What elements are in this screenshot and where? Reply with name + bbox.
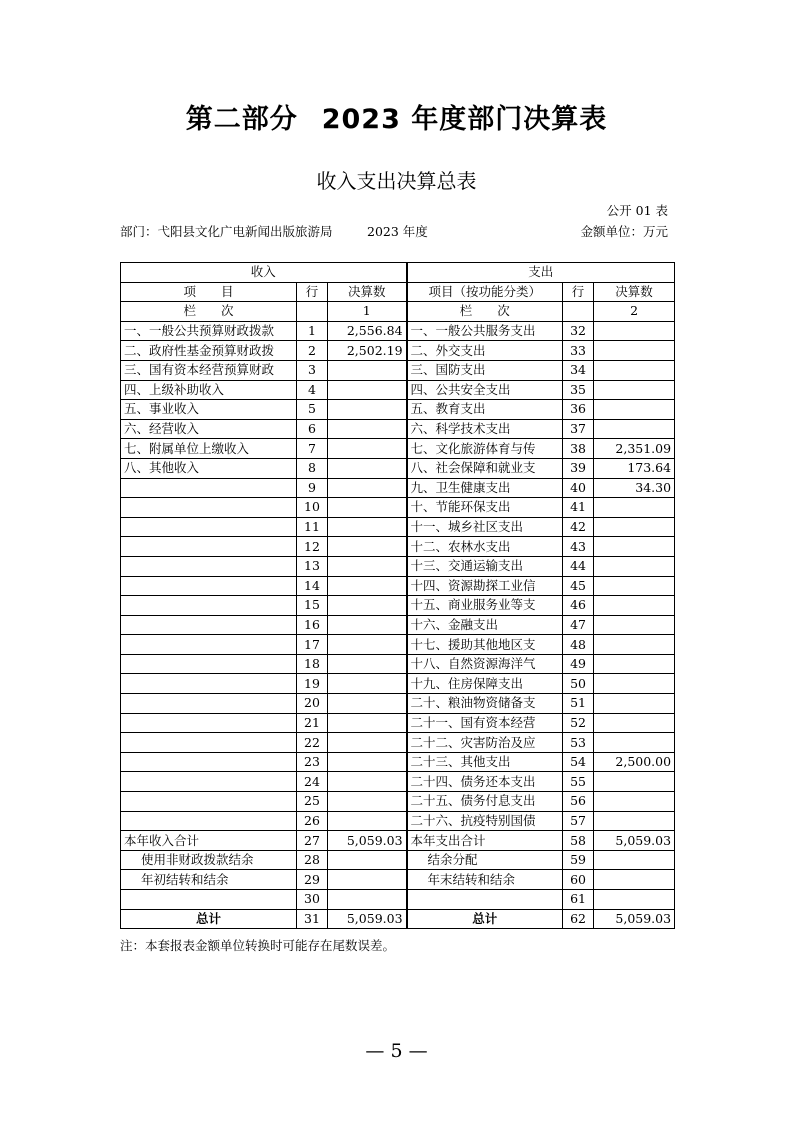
income-item: [121, 478, 297, 498]
expense-amount: [594, 419, 675, 439]
income-amount: [328, 890, 407, 910]
expense-amount: 2,351.09: [594, 439, 675, 459]
income-row-no: 25: [297, 792, 328, 812]
table-row: [121, 556, 675, 576]
income-amount: [328, 635, 407, 655]
year-label: 2023 年度: [367, 224, 428, 239]
expense-amount: [594, 341, 675, 361]
expense-item: 十五、商业服务业等支: [407, 596, 563, 616]
table-row: [121, 811, 675, 831]
income-item: 五、事业收入: [121, 400, 297, 420]
table-column-header: [121, 282, 675, 302]
income-header: 收入: [121, 263, 407, 283]
income-item: [121, 576, 297, 596]
expense-amount: [594, 380, 675, 400]
expense-item: 总计: [407, 909, 563, 929]
title-main: 2023 年度部门决算表: [321, 104, 608, 135]
table-row: [121, 400, 675, 420]
expense-row-no: 43: [563, 537, 594, 557]
income-amount: [328, 419, 407, 439]
expense-amount: [594, 850, 675, 870]
expense-item: 十四、资源勘探工业信: [407, 576, 563, 596]
income-amount: [328, 713, 407, 733]
col-amount2: 决算数: [594, 282, 675, 302]
expense-amount: [594, 321, 675, 341]
income-row-no: 23: [297, 752, 328, 772]
footnote: 注：本套报表金额单位转换时可能存在尾数误差。: [120, 938, 396, 953]
expense-row-no: 34: [563, 360, 594, 380]
expense-row-no: 57: [563, 811, 594, 831]
expense-amount: [594, 733, 675, 753]
income-item: 年初结转和结余: [121, 870, 297, 890]
income-amount: [328, 772, 407, 792]
table-row: [121, 772, 675, 792]
expense-amount: [594, 576, 675, 596]
expense-row-no: 59: [563, 850, 594, 870]
expense-item: 十七、援助其他地区支: [407, 635, 563, 655]
expense-amount: [594, 694, 675, 714]
income-amount: [328, 458, 407, 478]
expense-item: 一、一般公共服务支出: [407, 321, 563, 341]
expense-row-no: 50: [563, 674, 594, 694]
expense-row-no: 53: [563, 733, 594, 753]
income-amount: [328, 615, 407, 635]
income-row-no: 22: [297, 733, 328, 753]
income-item: [121, 556, 297, 576]
income-amount: [328, 733, 407, 753]
expense-row-no: 52: [563, 713, 594, 733]
table-row: [121, 831, 675, 851]
table-row: [121, 674, 675, 694]
expense-row-no: 32: [563, 321, 594, 341]
table-row: [121, 694, 675, 714]
expense-row-no: 38: [563, 439, 594, 459]
income-item: [121, 733, 297, 753]
expense-header: 支出: [407, 263, 675, 283]
income-amount: [328, 537, 407, 557]
expense-row-no: 51: [563, 694, 594, 714]
income-row-no: 4: [297, 380, 328, 400]
income-item: 使用非财政拨款结余: [121, 850, 297, 870]
table-row: [121, 596, 675, 616]
expense-item: 二十四、债务还本支出: [407, 772, 563, 792]
table-row: [121, 380, 675, 400]
income-item: 二、政府性基金预算财政拨: [121, 341, 297, 361]
expense-amount: [594, 615, 675, 635]
expense-item: 十一、城乡社区支出: [407, 517, 563, 537]
table-row: [121, 615, 675, 635]
income-row-no: 20: [297, 694, 328, 714]
income-amount: [328, 654, 407, 674]
col-item-func: 项目（按功能分类）: [407, 282, 563, 302]
expense-row-no: 54: [563, 752, 594, 772]
expense-amount: [594, 498, 675, 518]
expense-row-no: 62: [563, 909, 594, 929]
income-row-no: 21: [297, 713, 328, 733]
income-item: [121, 635, 297, 655]
table-row: [121, 341, 675, 361]
income-row-no: 12: [297, 537, 328, 557]
table-row: [121, 654, 675, 674]
income-row-no: 8: [297, 458, 328, 478]
expense-row-no: 56: [563, 792, 594, 812]
income-amount: [328, 596, 407, 616]
income-item: 三、国有资本经营预算财政: [121, 360, 297, 380]
lanci-empty: [297, 302, 328, 322]
expense-amount: [594, 556, 675, 576]
table-row: [121, 713, 675, 733]
income-row-no: 30: [297, 890, 328, 910]
table-row: [121, 752, 675, 772]
expense-item: 十二、农林水支出: [407, 537, 563, 557]
table-row: [121, 635, 675, 655]
expense-row-no: 47: [563, 615, 594, 635]
income-item: 本年收入合计: [121, 831, 297, 851]
income-item: [121, 694, 297, 714]
page-number: — 5 —: [365, 1040, 428, 1062]
page-title: [0, 97, 793, 136]
income-row-no: 31: [297, 909, 328, 929]
expense-item: 十六、金融支出: [407, 615, 563, 635]
table-row: [121, 360, 675, 380]
table-row: [121, 576, 675, 596]
income-item: 四、上级补助收入: [121, 380, 297, 400]
expense-amount: [594, 674, 675, 694]
expense-item: 三、国防支出: [407, 360, 563, 380]
table-row: [121, 458, 675, 478]
department-label: 部门：弋阳县文化广电新闻出版旅游局: [120, 224, 333, 239]
income-item: 六、经营收入: [121, 419, 297, 439]
table-row: [121, 870, 675, 890]
expense-row-no: 55: [563, 772, 594, 792]
income-item: 七、附属单位上缴收入: [121, 439, 297, 459]
income-row-no: 15: [297, 596, 328, 616]
income-item: [121, 517, 297, 537]
col-row2: 行: [563, 282, 594, 302]
income-amount: [328, 694, 407, 714]
expense-item: 年末结转和结余: [407, 870, 563, 890]
table-row: [121, 909, 675, 929]
expense-row-no: 36: [563, 400, 594, 420]
income-item: [121, 811, 297, 831]
expense-item: 本年支出合计: [407, 831, 563, 851]
table-row: [121, 419, 675, 439]
income-row-no: 24: [297, 772, 328, 792]
expense-amount: [594, 713, 675, 733]
income-row-no: 13: [297, 556, 328, 576]
table-row: [121, 890, 675, 910]
expense-amount: [594, 635, 675, 655]
income-row-no: 18: [297, 654, 328, 674]
income-amount: [328, 752, 407, 772]
income-amount: [328, 400, 407, 420]
table-row: [121, 537, 675, 557]
income-amount: [328, 439, 407, 459]
income-item: 一、一般公共预算财政拨款: [121, 321, 297, 341]
expense-item: 十九、住房保障支出: [407, 674, 563, 694]
income-amount: [328, 870, 407, 890]
expense-row-no: 33: [563, 341, 594, 361]
lanci-empty2: [563, 302, 594, 322]
expense-item: 八、社会保障和就业支: [407, 458, 563, 478]
expense-item: 五、教育支出: [407, 400, 563, 420]
expense-row-no: 46: [563, 596, 594, 616]
income-row-no: 19: [297, 674, 328, 694]
income-row-no: 28: [297, 850, 328, 870]
table-section-header: [121, 263, 675, 283]
expense-item: 二、外交支出: [407, 341, 563, 361]
expense-row-no: 60: [563, 870, 594, 890]
income-item: [121, 654, 297, 674]
income-amount: [328, 498, 407, 518]
income-row-no: 3: [297, 360, 328, 380]
expense-row-no: 37: [563, 419, 594, 439]
income-amount: [328, 360, 407, 380]
expense-amount: [594, 596, 675, 616]
income-row-no: 17: [297, 635, 328, 655]
expense-row-no: 40: [563, 478, 594, 498]
table-lanci-row: [121, 302, 675, 322]
expense-item: 二十、粮油物资储备支: [407, 694, 563, 714]
lanci-label2: 栏 次: [407, 302, 563, 322]
income-amount: 5,059.03: [328, 831, 407, 851]
income-item: [121, 792, 297, 812]
expense-row-no: 42: [563, 517, 594, 537]
expense-amount: [594, 811, 675, 831]
table-row: [121, 850, 675, 870]
table-subtitle: 收入支出决算总表: [316, 169, 477, 193]
table-row: [121, 498, 675, 518]
expense-item: 结余分配: [407, 850, 563, 870]
budget-table: [120, 262, 675, 929]
income-item: 八、其他收入: [121, 458, 297, 478]
expense-row-no: 35: [563, 380, 594, 400]
income-amount: [328, 674, 407, 694]
income-item: [121, 596, 297, 616]
income-item: [121, 674, 297, 694]
expense-row-no: 61: [563, 890, 594, 910]
expense-row-no: 41: [563, 498, 594, 518]
expense-row-no: 44: [563, 556, 594, 576]
income-row-no: 2: [297, 341, 328, 361]
expense-amount: 34.30: [594, 478, 675, 498]
table-row: [121, 321, 675, 341]
table-row: [121, 439, 675, 459]
income-row-no: 10: [297, 498, 328, 518]
expense-amount: [594, 400, 675, 420]
income-amount: [328, 792, 407, 812]
income-amount: 2,556.84: [328, 321, 407, 341]
income-amount: [328, 478, 407, 498]
lanci-label: 栏 次: [121, 302, 297, 322]
expense-item: 十、节能环保支出: [407, 498, 563, 518]
expense-item: 二十三、其他支出: [407, 752, 563, 772]
income-row-no: 27: [297, 831, 328, 851]
table-row: [121, 792, 675, 812]
income-row-no: 9: [297, 478, 328, 498]
income-amount: [328, 811, 407, 831]
expense-amount: 2,500.00: [594, 752, 675, 772]
expense-amount: 173.64: [594, 458, 675, 478]
income-row-no: 29: [297, 870, 328, 890]
income-item: [121, 752, 297, 772]
title-part: 第二部分: [185, 104, 298, 135]
table-row: [121, 733, 675, 753]
income-row-no: 1: [297, 321, 328, 341]
col-item: 项 目: [121, 282, 297, 302]
col-amount: 决算数: [328, 282, 407, 302]
expense-item: 九、卫生健康支出: [407, 478, 563, 498]
expense-row-no: 48: [563, 635, 594, 655]
expense-item: 二十五、债务付息支出: [407, 792, 563, 812]
table-row: [121, 517, 675, 537]
expense-amount: [594, 360, 675, 380]
income-amount: 5,059.03: [328, 909, 407, 929]
income-row-no: 5: [297, 400, 328, 420]
expense-amount: [594, 792, 675, 812]
expense-row-no: 45: [563, 576, 594, 596]
expense-amount: [594, 517, 675, 537]
income-row-no: 14: [297, 576, 328, 596]
expense-row-no: 58: [563, 831, 594, 851]
lanci-num1: 1: [328, 302, 407, 322]
expense-item: 十八、自然资源海洋气: [407, 654, 563, 674]
income-amount: [328, 517, 407, 537]
expense-item: [407, 890, 563, 910]
income-row-no: 7: [297, 439, 328, 459]
income-item: [121, 537, 297, 557]
expense-amount: 5,059.03: [594, 831, 675, 851]
expense-amount: [594, 654, 675, 674]
income-item: 总计: [121, 909, 297, 929]
expense-amount: 5,059.03: [594, 909, 675, 929]
expense-item: 四、公共安全支出: [407, 380, 563, 400]
income-item: [121, 615, 297, 635]
income-item: [121, 772, 297, 792]
expense-amount: [594, 537, 675, 557]
expense-item: 二十一、国有资本经营: [407, 713, 563, 733]
expense-item: 二十二、灾害防治及应: [407, 733, 563, 753]
income-amount: [328, 576, 407, 596]
col-row: 行: [297, 282, 328, 302]
unit-label: 金额单位：万元: [580, 224, 668, 239]
income-row-no: 16: [297, 615, 328, 635]
expense-item: 二十六、抗疫特别国债: [407, 811, 563, 831]
expense-amount: [594, 772, 675, 792]
income-amount: [328, 850, 407, 870]
expense-row-no: 49: [563, 654, 594, 674]
expense-amount: [594, 870, 675, 890]
table-code: 公开 01 表: [606, 203, 668, 218]
expense-amount: [594, 890, 675, 910]
table-row: [121, 478, 675, 498]
expense-item: 七、文化旅游体育与传: [407, 439, 563, 459]
income-row-no: 6: [297, 419, 328, 439]
expense-item: 六、科学技术支出: [407, 419, 563, 439]
income-amount: [328, 556, 407, 576]
income-item: [121, 498, 297, 518]
expense-item: 十三、交通运输支出: [407, 556, 563, 576]
lanci-num2: 2: [594, 302, 675, 322]
expense-row-no: 39: [563, 458, 594, 478]
income-row-no: 26: [297, 811, 328, 831]
income-amount: [328, 380, 407, 400]
income-item: [121, 713, 297, 733]
income-row-no: 11: [297, 517, 328, 537]
income-amount: 2,502.19: [328, 341, 407, 361]
income-item: [121, 890, 297, 910]
